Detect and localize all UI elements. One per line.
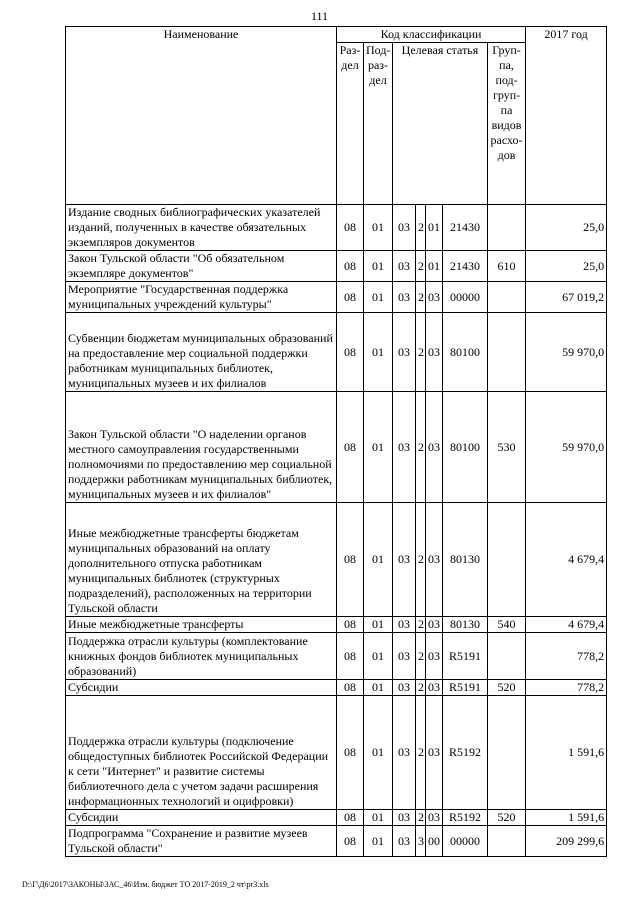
row-target-program: 03 <box>393 696 416 810</box>
row-amount: 1 591,6 <box>526 810 607 826</box>
table-header <box>66 27 607 205</box>
header-subsection <box>364 43 393 205</box>
row-target-code: 80100 <box>443 313 488 392</box>
row-target-program: 03 <box>393 282 416 313</box>
row-section: 08 <box>337 633 364 680</box>
row-subsection: 01 <box>364 696 393 810</box>
row-target-code: R5191 <box>443 633 488 680</box>
row-amount: 209 299,6 <box>526 826 607 857</box>
row-name: Иные межбюджетные трансферты бюджетам муниципальных образований на оплату дополнительного отпуска работникам муниципальных библиотек (структурных подразделений), расположенных на территории Тульской области <box>66 503 337 617</box>
row-target-event: 03 <box>426 503 443 617</box>
row-name: Субсидии <box>66 680 337 696</box>
row-subsection: 01 <box>364 282 393 313</box>
row-expense-type: 520 <box>488 680 526 696</box>
header-target-article: Целевая статья <box>393 43 488 205</box>
row-target-program: 03 <box>393 617 416 633</box>
row-target-subprogram: 3 <box>416 826 426 857</box>
row-name: Субвенции бюджетам муниципальных образований на предоставление мер социальной поддержки работникам муниципальных библиотек, муниципальных музеев и их филиалов <box>66 313 337 392</box>
row-expense-type <box>488 282 526 313</box>
row-name: Издание сводных библиографических указателей изданий, полученных в качестве обязательных экземпляров документов <box>66 205 337 251</box>
table-body <box>66 205 607 857</box>
row-target-program: 03 <box>393 810 416 826</box>
row-target-subprogram: 2 <box>416 313 426 392</box>
header-expense-group-label: Груп- па, под- груп- па видов расхо- дов <box>490 43 523 162</box>
row-amount: 59 970,0 <box>526 392 607 503</box>
row-target-event: 00 <box>426 826 443 857</box>
budget-table <box>65 26 607 857</box>
row-target-program: 03 <box>393 205 416 251</box>
row-name: Закон Тульской области "О наделении органов местного самоуправления государственными полномочиями по предоставлению мер социальной поддержки работникам муниципальных библиотек, муниципальных музеев и их филиалов" <box>66 392 337 503</box>
row-target-code: R5192 <box>443 810 488 826</box>
row-subsection: 01 <box>364 251 393 282</box>
row-target-event: 01 <box>426 251 443 282</box>
header-subsection-label: Под- раз- дел <box>366 43 391 87</box>
row-name: Мероприятие "Государственная поддержка муниципальных учреждений культуры" <box>66 282 337 313</box>
row-expense-type: 610 <box>488 251 526 282</box>
row-target-program: 03 <box>393 313 416 392</box>
row-amount: 67 019,2 <box>526 282 607 313</box>
row-amount: 4 679,4 <box>526 617 607 633</box>
footer-file-path: D:\Г\Д6\2017\ЗАКОНЫ\ЗАС_46\Изм. бюджет ТО 2017-2019_2 чт\pr3.xls <box>22 880 269 889</box>
row-section: 08 <box>337 617 364 633</box>
row-name: Подпрограмма "Сохранение и развитие музеев Тульской области" <box>66 826 337 857</box>
header-name: Наименование <box>66 27 337 205</box>
row-target-event: 01 <box>426 205 443 251</box>
table-row <box>66 251 607 282</box>
row-subsection: 01 <box>364 617 393 633</box>
row-target-program: 03 <box>393 503 416 617</box>
row-amount: 25,0 <box>526 251 607 282</box>
row-target-event: 03 <box>426 680 443 696</box>
row-target-code: 21430 <box>443 205 488 251</box>
row-name: Субсидии <box>66 810 337 826</box>
row-target-code: 80100 <box>443 392 488 503</box>
row-section: 08 <box>337 313 364 392</box>
header-section <box>337 43 364 205</box>
row-amount: 1 591,6 <box>526 696 607 810</box>
row-section: 08 <box>337 826 364 857</box>
row-expense-type: 530 <box>488 392 526 503</box>
row-target-subprogram: 2 <box>416 696 426 810</box>
row-target-subprogram: 2 <box>416 680 426 696</box>
row-target-program: 03 <box>393 633 416 680</box>
header-classification: Код классификации <box>337 27 526 43</box>
row-name: Поддержка отрасли культуры (комплектование книжных фондов библиотек муниципальных образований) <box>66 633 337 680</box>
table-row <box>66 313 607 392</box>
row-target-code: 00000 <box>443 826 488 857</box>
row-name: Поддержка отрасли культуры (подключение общедоступных библиотек Российской Федерации к сети "Интернет" и развитие системы библиотечного дела с учетом задачи расширения информационных технологий и оцифровки) <box>66 696 337 810</box>
row-target-subprogram: 2 <box>416 392 426 503</box>
row-expense-type <box>488 205 526 251</box>
row-target-subprogram: 2 <box>416 205 426 251</box>
row-target-code: 00000 <box>443 282 488 313</box>
row-target-subprogram: 2 <box>416 810 426 826</box>
row-section: 08 <box>337 282 364 313</box>
row-amount: 778,2 <box>526 633 607 680</box>
row-expense-type <box>488 826 526 857</box>
row-section: 08 <box>337 251 364 282</box>
table-row <box>66 633 607 680</box>
row-target-program: 03 <box>393 680 416 696</box>
row-amount: 59 970,0 <box>526 313 607 392</box>
table-row <box>66 503 607 617</box>
row-target-event: 03 <box>426 696 443 810</box>
row-target-program: 03 <box>393 392 416 503</box>
header-expense-group <box>488 43 526 205</box>
table-row <box>66 810 607 826</box>
row-target-event: 03 <box>426 633 443 680</box>
table-row <box>66 696 607 810</box>
row-subsection: 01 <box>364 205 393 251</box>
row-target-subprogram: 2 <box>416 617 426 633</box>
row-expense-type <box>488 696 526 810</box>
row-target-program: 03 <box>393 826 416 857</box>
row-target-event: 03 <box>426 313 443 392</box>
row-section: 08 <box>337 503 364 617</box>
row-target-code: 80130 <box>443 503 488 617</box>
row-target-event: 03 <box>426 282 443 313</box>
row-target-subprogram: 2 <box>416 282 426 313</box>
table-row <box>66 680 607 696</box>
row-subsection: 01 <box>364 826 393 857</box>
page-number: 111 <box>310 9 329 23</box>
row-target-code: 21430 <box>443 251 488 282</box>
table-row <box>66 282 607 313</box>
row-target-event: 03 <box>426 617 443 633</box>
row-section: 08 <box>337 205 364 251</box>
row-subsection: 01 <box>364 392 393 503</box>
row-expense-type: 540 <box>488 617 526 633</box>
row-amount: 25,0 <box>526 205 607 251</box>
row-amount: 4 679,4 <box>526 503 607 617</box>
row-amount: 778,2 <box>526 680 607 696</box>
row-section: 08 <box>337 392 364 503</box>
row-name: Иные межбюджетные трансферты <box>66 617 337 633</box>
row-subsection: 01 <box>364 810 393 826</box>
row-subsection: 01 <box>364 680 393 696</box>
row-target-code: R5191 <box>443 680 488 696</box>
row-target-subprogram: 2 <box>416 251 426 282</box>
row-subsection: 01 <box>364 313 393 392</box>
row-section: 08 <box>337 696 364 810</box>
row-target-event: 03 <box>426 392 443 503</box>
row-target-subprogram: 2 <box>416 503 426 617</box>
table-row <box>66 617 607 633</box>
row-target-code: R5192 <box>443 696 488 810</box>
row-expense-type: 520 <box>488 810 526 826</box>
row-subsection: 01 <box>364 633 393 680</box>
table-row <box>66 392 607 503</box>
row-section: 08 <box>337 810 364 826</box>
row-name: Закон Тульской области "Об обязательном экземпляре документов" <box>66 251 337 282</box>
row-expense-type <box>488 633 526 680</box>
row-target-code: 80130 <box>443 617 488 633</box>
header-year: 2017 год <box>526 27 607 205</box>
row-section: 08 <box>337 680 364 696</box>
row-target-subprogram: 2 <box>416 633 426 680</box>
header-section-label: Раз- дел <box>339 43 361 72</box>
row-expense-type <box>488 313 526 392</box>
row-expense-type <box>488 503 526 617</box>
table-row <box>66 205 607 251</box>
table-row <box>66 826 607 857</box>
row-subsection: 01 <box>364 503 393 617</box>
row-target-event: 03 <box>426 810 443 826</box>
row-target-program: 03 <box>393 251 416 282</box>
